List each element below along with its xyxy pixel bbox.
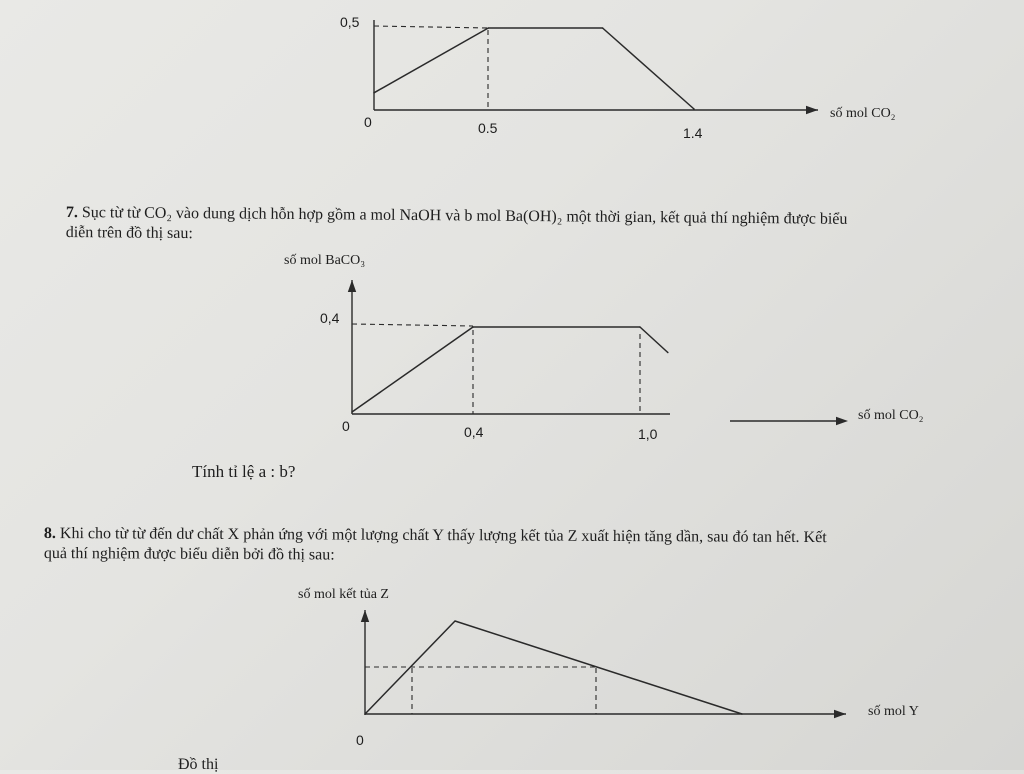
question7-x-label: số mol CO₂ [858, 408, 924, 423]
question8-y-label: số mol kết tủa Z [298, 587, 389, 602]
question7-number: 7. [65, 203, 78, 222]
question7-x-tick-1: 0,4 [464, 424, 484, 440]
series-segment-1 [455, 621, 742, 714]
graph6-y-tick: 0,5 [340, 14, 360, 30]
question7-y-label: số mol BaCO₃ [284, 253, 366, 268]
question8-number: 8. [43, 525, 56, 543]
graph6-x-tick-2: 1.4 [683, 125, 703, 141]
data-point-2 [741, 713, 743, 715]
y-axis-arrow [361, 610, 369, 622]
graph6-origin: 0 [364, 114, 372, 130]
data-point-0 [364, 713, 366, 715]
question8-line1: Khi cho từ từ đến dư chất X phản ứng với một lượng chất Y thấy lượng kết tủa Z xuất hiện tăng dần, sau đó tan hết. Kết [59, 525, 827, 547]
question7-y-tick: 0,4 [320, 310, 340, 326]
question8-x-label: số mol Y [868, 704, 919, 719]
question7-x-tick-2: 1,0 [638, 426, 658, 442]
x-axis-arrow [834, 710, 846, 718]
question7-origin: 0 [342, 418, 350, 434]
footer-fragment: Đồ thị [178, 756, 219, 773]
question7-line2: diễn trên đồ thị sau: [65, 223, 193, 243]
data-point-1 [454, 620, 456, 622]
question8-origin: 0 [356, 732, 364, 748]
question8-line2: quả thí nghiệm được biểu diễn bởi đồ thị sau: [43, 544, 335, 564]
graph6-x-label: số mol CO₂ [830, 106, 896, 121]
graph6-x-tick-1: 0.5 [478, 120, 498, 136]
question7-prompt: Tính tỉ lệ a : b? [192, 462, 296, 481]
question7-line1: Sục từ từ CO₂ vào dung dịch hỗn hợp gồm a mol NaOH và b mol Ba(OH)₂ một thời gian, kết quả thí nghiệm được biểu [81, 204, 848, 228]
